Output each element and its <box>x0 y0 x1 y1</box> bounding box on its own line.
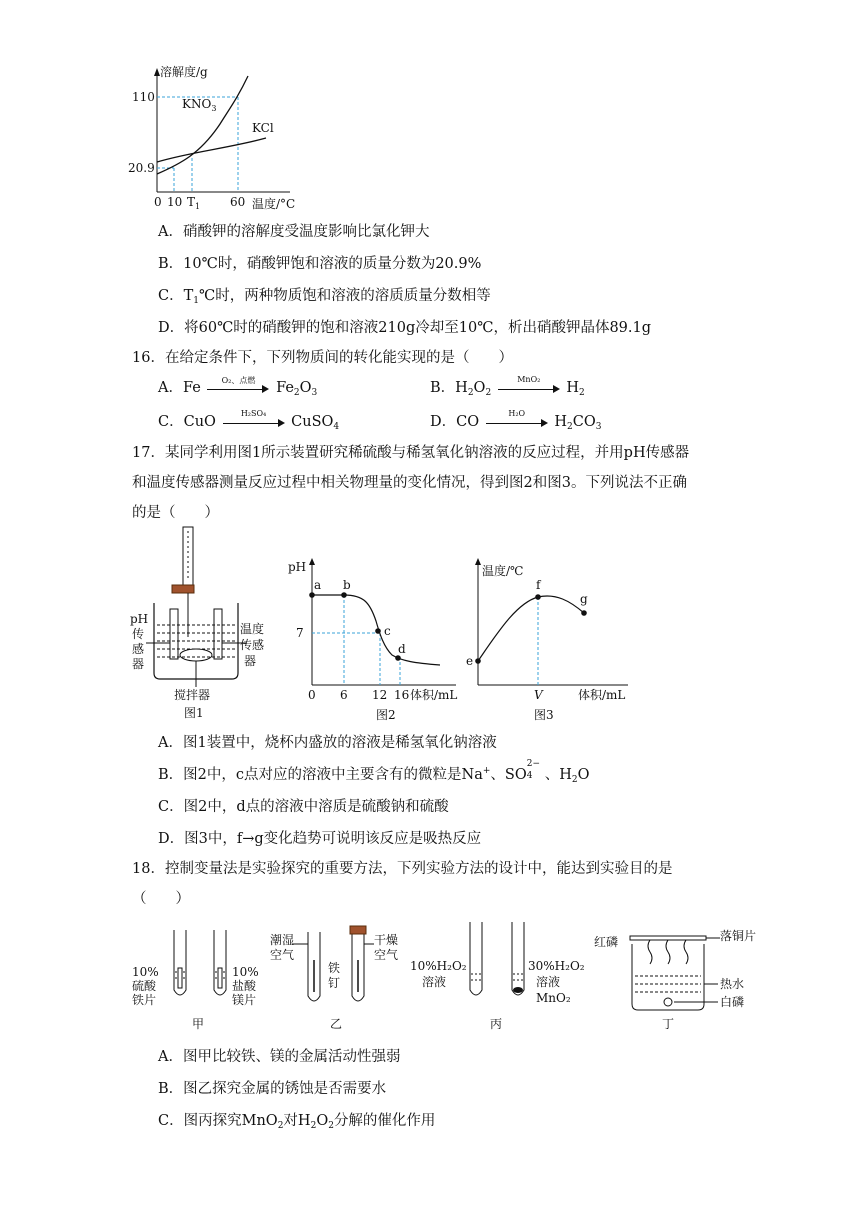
svg-text:体积/mL: 体积/mL <box>410 688 458 702</box>
svg-text:a: a <box>314 578 322 592</box>
svg-text:干燥: 干燥 <box>374 933 399 947</box>
q16-option-a: A．Fe O₂、点燃 $Fe_2O_3$ <box>158 376 318 398</box>
svg-text:d: d <box>398 642 406 656</box>
xtick-60: 60 <box>230 195 246 209</box>
q16-option-b: B．$H_2O_2$ MnO₂ $H_2$ <box>430 375 585 398</box>
svg-text:6: 6 <box>340 688 348 702</box>
svg-text:c: c <box>384 624 391 638</box>
svg-text:乙: 乙 <box>330 1017 343 1031</box>
svg-text:搅拌器: 搅拌器 <box>174 688 211 702</box>
svg-text:10%H₂O₂: 10%H₂O₂ <box>410 959 467 973</box>
svg-text:热水: 热水 <box>720 977 745 991</box>
q18-option-b: B．图乙探究金属的锈蚀是否需要水 <box>158 1081 387 1097</box>
svg-text:盐酸: 盐酸 <box>232 979 257 993</box>
series-label-kno3: $KNO_3$ <box>182 97 217 113</box>
ylabel: 溶解度/g <box>160 65 208 79</box>
q17-option-d: D．图3中，f→g变化趋势可说明该反应是吸热反应 <box>158 831 482 847</box>
xtick-0: 0 <box>154 195 162 209</box>
svg-text:溶液: 溶液 <box>536 975 561 989</box>
ytick-20-9: 20.9 <box>128 161 155 175</box>
svg-text:温度/℃: 温度/℃ <box>482 564 524 578</box>
svg-text:g: g <box>580 592 588 606</box>
reaction-arrow: H₂O <box>486 415 548 429</box>
reaction-arrow: MnO₂ <box>498 381 560 395</box>
q16-stem: 16．在给定条件下，下列物质间的转化能实现的是（ ） <box>132 350 513 366</box>
svg-text:pH: pH <box>288 560 307 574</box>
point-b <box>341 592 347 598</box>
svg-text:钉: 钉 <box>328 976 341 990</box>
fig-ding <box>590 914 760 1032</box>
temp-curve <box>478 596 584 661</box>
svg-text:甲: 甲 <box>192 1017 205 1031</box>
solubility-chart <box>120 62 300 212</box>
q17-option-c: C．图2中，d点的溶液中溶质是硫酸钠和硫酸 <box>158 799 449 815</box>
svg-text:铁: 铁 <box>328 961 341 975</box>
q15-option-d: D．将60℃时的硝酸钾的饱和溶液210g冷却至10℃，析出硝酸钾晶体89.1g <box>158 320 652 336</box>
q17-stem-1: 17．某同学利用图1所示装置研究稀硫酸与稀氢氧化钠溶液的反应过程，并用pH传感器 <box>132 445 690 461</box>
svg-text:红磷: 红磷 <box>594 935 619 949</box>
q16-option-c: C．CuO H₂SO₄ CuSO$_4$ <box>158 409 340 432</box>
point-d <box>395 655 401 661</box>
svg-text:12: 12 <box>372 688 388 702</box>
ytick-110: 110 <box>132 90 155 104</box>
svg-text:V: V <box>534 688 543 702</box>
svg-text:pH: pH <box>130 612 149 626</box>
point-c <box>375 628 381 634</box>
svg-text:潮湿: 潮湿 <box>270 933 295 947</box>
svg-text:感: 感 <box>132 642 145 656</box>
q18-stem-2: （ ） <box>132 891 190 907</box>
q18-option-c: C．图丙探究MnO$_2$对$H_2O_2$分解的催化作用 <box>158 1113 436 1131</box>
svg-text:温度: 温度 <box>240 622 265 636</box>
svg-text:空气: 空气 <box>374 948 399 962</box>
fig-yi <box>266 920 416 1032</box>
svg-text:7: 7 <box>296 626 304 640</box>
svg-text:图2: 图2 <box>376 708 396 722</box>
svg-text:落铜片: 落铜片 <box>720 929 757 943</box>
svg-text:b: b <box>343 578 351 592</box>
fig-bing <box>408 914 598 1032</box>
q16-option-d: D．CO H₂O $H_2CO_3$ <box>430 409 602 432</box>
svg-text:溶液: 溶液 <box>422 975 447 989</box>
svg-text:MnO₂: MnO₂ <box>536 991 571 1005</box>
xtick-10: 10 <box>167 195 183 209</box>
q18-stem-1: 18．控制变量法是实验探究的重要方法，下列实验方法的设计中，能达到实验目的是 <box>132 861 673 877</box>
xlabel: 温度/°C <box>252 197 296 211</box>
svg-text:传: 传 <box>132 627 145 641</box>
q18-option-a: A．图甲比较铁、镁的金属活动性强弱 <box>158 1049 401 1065</box>
svg-text:器: 器 <box>244 654 257 668</box>
q17-stem-3: 的是（ ） <box>132 505 219 521</box>
q15-option-a: A．硝酸钾的溶解度受温度影响比氯化钾大 <box>158 224 430 240</box>
svg-text:硫酸: 硫酸 <box>132 979 157 993</box>
q15-option-b: B．10℃时，硝酸钾饱和溶液的质量分数为20.9% <box>158 256 482 272</box>
fig2-ph-chart <box>280 555 470 725</box>
svg-text:图3: 图3 <box>534 708 554 722</box>
svg-text:0: 0 <box>308 688 316 702</box>
xtick-t1: $T_1$ <box>187 195 201 211</box>
svg-text:体积/mL: 体积/mL <box>578 688 626 702</box>
fig1-apparatus <box>126 525 276 725</box>
svg-text:e: e <box>466 654 474 668</box>
q15-option-c: C．$T_1℃$时，两种物质饱和溶液的溶质质量分数相等 <box>158 288 491 306</box>
svg-text:铁片: 铁片 <box>132 993 157 1007</box>
svg-text:丁: 丁 <box>662 1017 675 1031</box>
svg-text:丙: 丙 <box>490 1017 503 1031</box>
svg-text:f: f <box>536 578 541 592</box>
reaction-arrow: O₂、点燃 <box>207 381 269 395</box>
svg-text:30%H₂O₂: 30%H₂O₂ <box>528 959 585 973</box>
fig-jia <box>128 920 278 1032</box>
q17-stem-2: 和温度传感器测量反应过程中相关物理量的变化情况，得到图2和图3。下列说法不正确 <box>132 475 687 491</box>
svg-text:传感: 传感 <box>240 638 265 652</box>
kcl-curve <box>157 138 266 162</box>
svg-text:10%: 10% <box>132 965 159 979</box>
svg-text:16: 16 <box>394 688 410 702</box>
svg-text:白磷: 白磷 <box>720 995 745 1009</box>
point-a <box>309 592 315 598</box>
q17-option-a: A．图1装置中，烧杯内盛放的溶液是稀氢氧化钠溶液 <box>158 735 497 751</box>
point-g <box>581 610 587 616</box>
svg-text:10%: 10% <box>232 965 259 979</box>
svg-text:器: 器 <box>132 657 145 671</box>
svg-text:镁片: 镁片 <box>232 993 257 1007</box>
svg-text:图1: 图1 <box>184 706 204 720</box>
kno3-curve <box>157 76 248 174</box>
q17-option-b: B．图2中，c点对应的溶液中主要含有的微粒是Na+、SO 2− 4 、$H_2O$ <box>158 759 590 785</box>
point-e <box>475 658 481 664</box>
series-label-kcl: KCl <box>252 121 274 135</box>
reaction-arrow: H₂SO₄ <box>223 415 285 429</box>
svg-text:空气: 空气 <box>270 948 295 962</box>
fig3-temp-chart <box>460 555 650 725</box>
point-f <box>535 594 541 600</box>
